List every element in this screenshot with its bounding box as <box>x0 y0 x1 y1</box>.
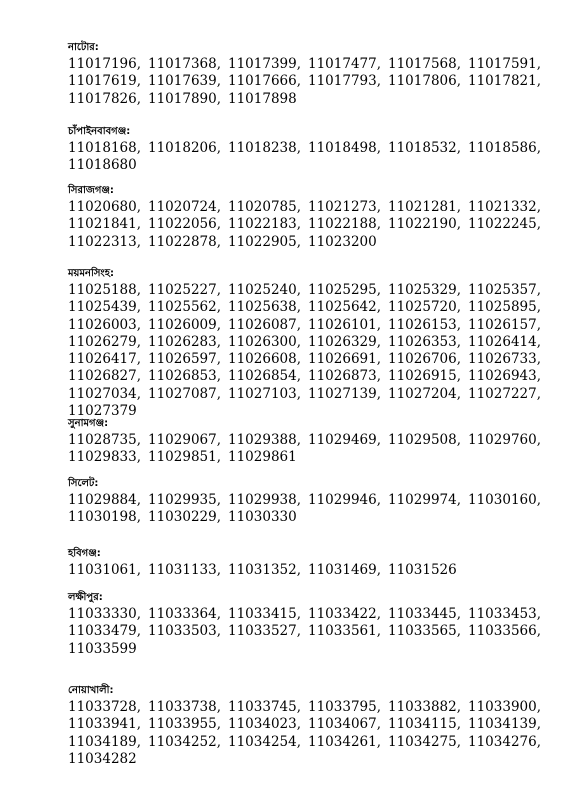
record-number: 11025188, <box>68 282 142 298</box>
record-number: 11034261, <box>308 733 382 750</box>
record-number: 11034115, <box>388 716 462 733</box>
record-number: 11017793, <box>308 73 382 90</box>
record-number: 11026943, <box>468 368 542 385</box>
record-number: 11017666, <box>228 73 302 90</box>
number-list <box>68 56 548 108</box>
number-line <box>68 140 548 157</box>
record-number: 11026733, <box>468 351 542 368</box>
record-number: 11022245, <box>468 216 542 233</box>
record-number: 11026706, <box>388 351 462 368</box>
record-number: 11017619, <box>68 73 142 90</box>
section-heading: সিলেট: <box>68 478 99 489</box>
record-number: 11026003, <box>68 316 142 333</box>
section-lakshmipur <box>68 590 548 658</box>
record-number: 11025439, <box>68 299 142 316</box>
number-line <box>68 91 548 108</box>
record-number: 11026854, <box>228 368 302 385</box>
record-number: 11022190, <box>388 216 462 233</box>
record-number: 11025895, <box>468 299 542 316</box>
record-number: 11026608, <box>228 351 302 368</box>
record-number: 11021841, <box>68 216 142 233</box>
number-line <box>68 216 548 233</box>
record-number: 11026915, <box>388 368 462 385</box>
number-line <box>68 317 548 334</box>
record-number: 11027087, <box>148 385 222 402</box>
record-number: 11033415, <box>228 606 302 622</box>
record-number: 11022313, <box>68 233 142 250</box>
record-number: 11029833, <box>68 449 142 466</box>
record-number: 11018586, <box>468 140 542 156</box>
record-number: 11033479, <box>68 623 142 640</box>
section-heading: হবিগঞ্জ: <box>68 548 101 559</box>
record-number: 11033941, <box>68 716 142 733</box>
record-number: 11033453, <box>468 606 542 622</box>
number-list <box>68 199 548 251</box>
record-number: 11022183, <box>228 216 302 233</box>
record-number: 11017477, <box>308 56 382 72</box>
record-number: 11029067, <box>148 432 222 448</box>
record-number: 11017399, <box>228 56 302 72</box>
record-number: 11027379 <box>68 403 137 420</box>
record-number: 11029935, <box>148 492 222 508</box>
record-number: 11033955, <box>148 716 222 733</box>
record-number: 11034252, <box>148 733 222 750</box>
number-line <box>68 157 548 174</box>
record-number: 11034189, <box>68 733 142 750</box>
record-number: 11034023, <box>228 716 302 733</box>
record-number: 11017196, <box>68 56 142 72</box>
record-number: 11017826, <box>68 90 142 107</box>
record-number: 11033527, <box>228 623 302 640</box>
record-number: 11021273, <box>308 199 382 215</box>
record-number: 11017368, <box>148 56 222 72</box>
record-number: 11017890, <box>148 90 222 107</box>
record-number: 11033795, <box>308 699 382 715</box>
section-heading: লক্ষীপুর: <box>68 592 103 603</box>
number-line <box>68 562 548 579</box>
record-number: 11022878, <box>148 233 222 250</box>
record-number: 11030198, <box>68 509 142 526</box>
record-number: 11026279, <box>68 333 142 350</box>
record-number: 11027227, <box>468 385 542 402</box>
record-number: 11027139, <box>308 385 382 402</box>
record-number: 11029946, <box>308 492 382 508</box>
record-number: 11033364, <box>148 606 222 622</box>
record-number: 11026597, <box>148 351 222 368</box>
record-number: 11028735, <box>68 432 142 448</box>
section-sirajganj <box>68 183 548 251</box>
record-number: 11025562, <box>148 299 222 316</box>
number-list <box>68 699 548 768</box>
record-number: 11022905, <box>228 233 302 250</box>
record-number: 11029760, <box>468 432 542 448</box>
record-number: 11029974, <box>388 492 462 508</box>
record-number: 11020785, <box>228 199 302 215</box>
record-number: 11033728, <box>68 699 142 715</box>
record-number: 11033900, <box>468 699 542 715</box>
record-number: 11030229, <box>148 509 222 526</box>
record-number: 11026353, <box>388 333 462 350</box>
record-number: 11025227, <box>148 282 222 298</box>
record-number: 11031469, <box>308 562 382 578</box>
record-number: 11034067, <box>308 716 382 733</box>
record-number: 11034275, <box>388 733 462 750</box>
record-number: 11026087, <box>228 316 302 333</box>
record-number: 11030330 <box>228 509 297 526</box>
record-number: 11022056, <box>148 216 222 233</box>
record-number: 11026853, <box>148 368 222 385</box>
number-line <box>68 386 548 403</box>
record-number: 11023200 <box>308 233 377 250</box>
number-line <box>68 432 548 449</box>
record-number: 11022188, <box>308 216 382 233</box>
record-number: 11026827, <box>68 368 142 385</box>
record-number: 11018206, <box>148 140 222 156</box>
record-number: 11029851, <box>148 449 222 466</box>
number-line <box>68 334 548 351</box>
record-number: 11029388, <box>228 432 302 448</box>
number-line <box>68 492 548 509</box>
number-line <box>68 73 548 90</box>
record-number: 11031133, <box>148 562 222 578</box>
record-number: 11017568, <box>388 56 462 72</box>
record-number: 11017821, <box>468 73 542 90</box>
record-number: 11025240, <box>228 282 302 298</box>
number-list <box>68 282 548 420</box>
record-number: 11017898 <box>228 90 297 107</box>
record-number: 11033503, <box>148 623 222 640</box>
record-number: 11026101, <box>308 316 382 333</box>
section-heading: সিরাজগঞ্জ: <box>68 185 114 196</box>
section-heading: সুনামগঞ্জ: <box>68 418 109 429</box>
section-sunamganj <box>68 416 548 467</box>
number-line <box>68 509 548 526</box>
record-number: 11034139, <box>468 716 542 733</box>
section-sylhet <box>68 476 548 527</box>
record-number: 11026300, <box>228 333 302 350</box>
record-number: 11033330, <box>68 606 142 622</box>
record-number: 11025329, <box>388 282 462 298</box>
record-number: 11025720, <box>388 299 462 316</box>
record-number: 11018498, <box>308 140 382 156</box>
record-number: 11025638, <box>228 299 302 316</box>
number-line <box>68 449 548 466</box>
number-line <box>68 282 548 299</box>
record-number: 11026417, <box>68 351 142 368</box>
record-number: 11033599 <box>68 640 137 657</box>
record-number: 11033445, <box>388 606 462 622</box>
number-line <box>68 299 548 316</box>
record-number: 11026009, <box>148 316 222 333</box>
record-number: 11033561, <box>308 623 382 640</box>
record-number: 11020680, <box>68 199 142 215</box>
record-number: 11018532, <box>388 140 462 156</box>
record-number: 11030160, <box>468 492 542 508</box>
number-list <box>68 562 548 579</box>
record-number: 11025357, <box>468 282 542 298</box>
record-number: 11031352, <box>228 562 302 578</box>
record-number: 11029469, <box>308 432 382 448</box>
record-number: 11017639, <box>148 73 222 90</box>
number-list <box>68 606 548 658</box>
number-line <box>68 699 548 716</box>
record-number: 11020724, <box>148 199 222 215</box>
record-number: 11018168, <box>68 140 142 156</box>
record-number: 11027103, <box>228 385 302 402</box>
number-line <box>68 734 548 751</box>
record-number: 11034276, <box>468 733 542 750</box>
record-number: 11026283, <box>148 333 222 350</box>
record-number: 11021281, <box>388 199 462 215</box>
number-line <box>68 606 548 623</box>
record-number: 11029884, <box>68 492 142 508</box>
record-number: 11031526 <box>388 562 457 578</box>
record-number: 11025295, <box>308 282 382 298</box>
number-line <box>68 623 548 640</box>
number-list <box>68 432 548 467</box>
record-number: 11026691, <box>308 351 382 368</box>
number-line <box>68 199 548 216</box>
record-number: 11017806, <box>388 73 462 90</box>
record-number: 11029508, <box>388 432 462 448</box>
number-line <box>68 234 548 251</box>
record-number: 11021332, <box>468 199 542 215</box>
record-number: 11033738, <box>148 699 222 715</box>
record-number: 11033565, <box>388 623 462 640</box>
section-noakhali <box>68 683 548 768</box>
section-habiganj <box>68 546 548 579</box>
number-list <box>68 140 548 175</box>
record-number: 11033422, <box>308 606 382 622</box>
record-number: 11033882, <box>388 699 462 715</box>
number-line <box>68 641 548 658</box>
record-number: 11034254, <box>228 733 302 750</box>
record-number: 11033745, <box>228 699 302 715</box>
number-list <box>68 492 548 527</box>
record-number: 11018238, <box>228 140 302 156</box>
number-line <box>68 716 548 733</box>
section-mymensingh <box>68 266 548 420</box>
record-number: 11026153, <box>388 316 462 333</box>
record-number: 11026157, <box>468 316 542 333</box>
record-number: 11026329, <box>308 333 382 350</box>
section-heading: নোয়াখালী: <box>68 685 114 696</box>
number-line <box>68 56 548 73</box>
record-number: 11034282 <box>68 750 137 767</box>
record-number: 11029861 <box>228 449 297 466</box>
record-number: 11033566, <box>468 623 542 640</box>
record-number: 11031061, <box>68 562 142 578</box>
number-line <box>68 751 548 768</box>
record-number: 11018680 <box>68 157 137 174</box>
record-number: 11029938, <box>228 492 302 508</box>
number-line <box>68 368 548 385</box>
record-number: 11026873, <box>308 368 382 385</box>
section-heading: চাঁপাইনবাবগঞ্জ: <box>68 126 131 137</box>
section-natore <box>68 40 548 108</box>
record-number: 11017591, <box>468 56 542 72</box>
section-heading: ময়মনসিংহ: <box>68 268 114 279</box>
section-heading: নাটোর: <box>68 42 99 53</box>
record-number: 11026414, <box>468 333 542 350</box>
record-number: 11025642, <box>308 299 382 316</box>
section-chapainawabganj <box>68 124 548 175</box>
record-number: 11027034, <box>68 385 142 402</box>
number-line <box>68 351 548 368</box>
record-number: 11027204, <box>388 385 462 402</box>
